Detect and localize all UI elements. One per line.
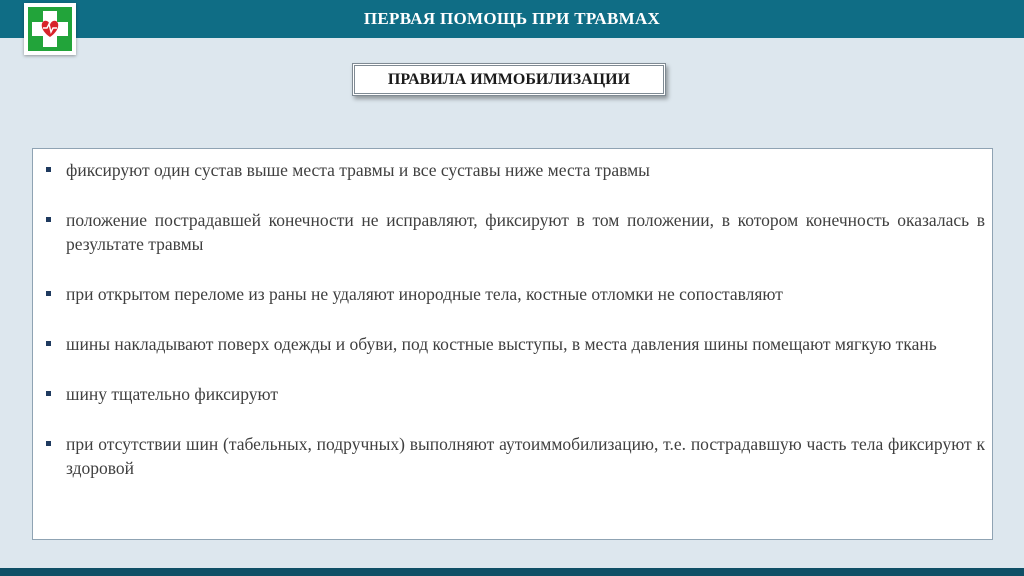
- list-item-text: шины накладывают поверх одежды и обуви, под костные выступы, в места давления шины помещают мягкую ткань: [66, 334, 937, 354]
- list-item: [45, 382, 985, 406]
- bullet-icon: [46, 291, 51, 296]
- list-item-text: при открытом переломе из раны не удаляют инородные тела, костные отломки не сопоставляют: [66, 284, 783, 304]
- bullet-icon: [46, 167, 51, 172]
- bullet-icon: [46, 441, 51, 446]
- bullet-icon: [46, 391, 51, 396]
- medical-cross-heart-icon: [24, 3, 76, 55]
- list-item: [45, 332, 985, 356]
- list-item-text: шину тщательно фиксируют: [66, 384, 279, 404]
- list-item: [45, 158, 985, 182]
- rules-panel: [32, 148, 993, 540]
- list-item-text: фиксируют один сустав выше места травмы и все суставы ниже места травмы: [66, 160, 650, 180]
- bullet-icon: [46, 217, 51, 222]
- list-item-text: положение пострадавшей конечности не исправляют, фиксируют в том положении, в котором конечность оказалась в результате травмы: [66, 210, 985, 254]
- list-item: [45, 432, 985, 480]
- footer-bar: [0, 568, 1024, 576]
- bullet-icon: [46, 341, 51, 346]
- section-subtitle: ПРАВИЛА ИММОБИЛИЗАЦИИ: [352, 63, 666, 96]
- page-title: ПЕРВАЯ ПОМОЩЬ ПРИ ТРАВМАХ: [363, 9, 661, 28]
- list-item-text: при отсутствии шин (табельных, подручных) выполняют аутоиммобилизацию, т.е. пострадавшую часть тела фиксируют к здоровой: [66, 434, 985, 478]
- list-item: [45, 208, 985, 256]
- rules-list: [45, 158, 985, 480]
- list-item: [45, 282, 985, 306]
